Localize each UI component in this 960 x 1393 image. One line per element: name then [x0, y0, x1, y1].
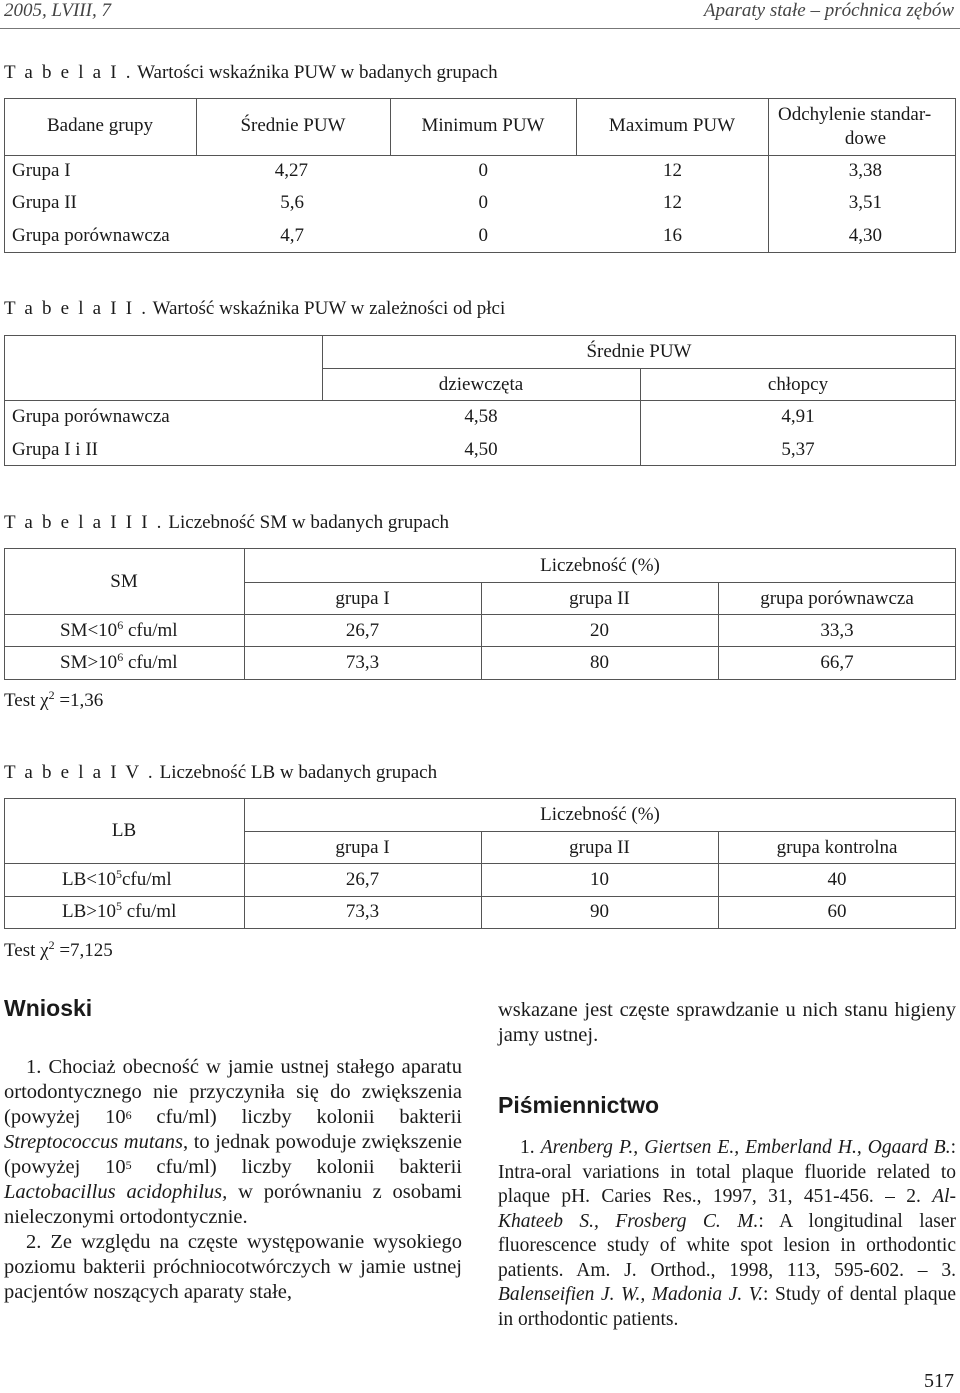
table3-row-header: SM	[110, 571, 138, 592]
conclusions-body	[4, 1055, 462, 1305]
table-cell: $LB<10^5cfu/ml$	[62, 867, 172, 890]
table-cell: 4,30	[848, 225, 882, 246]
reference-authors: Al-Khateeb S., Frosberg C. M.	[498, 1186, 957, 1232]
table3-caption: T a b e l a I I I . Liczebność SM w badanych grupach	[4, 512, 450, 533]
references-list: 1. Arenberg P., Giertsen E., Emberland H., Ogaard B.: Intra-oral variations in total plaque fluoride related to plaque pH. Caries Res., 1997, 31, 451-456. – 2. Al-Khateeb S., Frosberg C. M.: A longitudinal laser fluorescence study of white spot lesion in orthodontic patients. Am. J. Orthod., 1998, 113, 595-602. – 3. Balenseifien J. W., Madonia J. V.: Study of dental plaque in orthodontic patients.	[498, 1137, 957, 1330]
table-cell: 60	[827, 901, 847, 922]
table1-caption: T a b e l a I . Wartości wskaźnika PUW w badanych grupach	[4, 62, 498, 83]
table-cell: 20	[590, 620, 609, 641]
table-cell: 90	[590, 901, 609, 922]
table-cell: 10	[590, 869, 609, 890]
references-heading: Piśmiennictwo	[498, 1092, 660, 1118]
table1-top-rule	[4, 98, 956, 99]
table-cell: 3,38	[848, 160, 882, 181]
table3-header-cell: grupa II	[569, 588, 630, 609]
table2-caption: T a b e l a I I . Wartość wskaźnika PUW w zależności od płci	[4, 298, 506, 319]
table4-test-note: Test $\chi^2 =7,125$	[4, 938, 113, 961]
header-rule	[0, 28, 960, 29]
conclusions-heading: Wnioski	[4, 995, 93, 1021]
table-cell: Grupa II	[12, 192, 77, 213]
table-cell: 4,50	[464, 439, 498, 460]
table-cell: $LB>10^5$ cfu/ml	[62, 899, 177, 922]
table-cell: 66,7	[820, 652, 854, 673]
table-cell: 5,37	[781, 439, 815, 460]
table2-header-cell: dziewczęta	[438, 374, 524, 395]
page-number: 517	[924, 1370, 954, 1392]
running-header-left: 2005, LVIII, 7	[4, 0, 111, 21]
table1-header-cell: dowe	[844, 128, 886, 149]
table4-header-cell: grupa I	[335, 837, 390, 858]
table1-header-cell: Minimum PUW	[421, 115, 545, 136]
table1-header-cell: Maximum PUW	[608, 115, 736, 136]
table-cell: 12	[663, 160, 682, 181]
table-cell: 4,7	[280, 225, 304, 246]
table-cell: Grupa I i II	[12, 439, 98, 460]
table-cell: 0	[478, 192, 488, 213]
table3-group-header: Liczebność (%)	[540, 555, 660, 576]
table-cell: 26,7	[345, 869, 380, 890]
table-cell: 4,27	[274, 160, 308, 181]
table-cell: 0	[478, 160, 488, 181]
conclusion-2-continued: wskazane jest częste sprawdzanie u nich stanu higieny jamy ustnej.	[498, 999, 956, 1046]
conclusion-2: 2. Ze względu na częste występowanie wysokiego poziomu bakterii próchniocotwórczych w jamie ustnej pacjentów noszących aparaty stałe,	[4, 1231, 462, 1303]
reference-authors: Arenberg P., Giertsen E., Emberland H., Ogaard B.	[540, 1137, 951, 1158]
table2-header-cell: chłopcy	[767, 374, 829, 395]
table1-header-cell: Badane grupy	[46, 115, 154, 136]
table-cell: 80	[590, 652, 609, 673]
table1-header-rule	[4, 155, 956, 156]
conclusion-1: 1. Chociaż obecność w jamie ustnej stałego aparatu ortodontycznego nie przyczyniła się do zwiększenia (powyżej $10^6$ cfu/ml) liczby kolonii bakterii Streptococcus mutans, to jednak powoduje zwiększenie (powyżej $10^5$ cfu/ml) liczby kolonii bakterii Lactobacillus acidophilus, w porównaniu z osobami nieleczonymi ortodontycznie.	[4, 1056, 462, 1228]
table1-header-cell: Średnie PUW	[240, 115, 346, 136]
table-cell: 12	[663, 192, 682, 213]
table-cell: 40	[827, 869, 847, 890]
table-cell: 16	[663, 225, 682, 246]
table-cell: 4,58	[464, 406, 498, 427]
table4-header-cell: grupa II	[569, 837, 630, 858]
table4-row-header: LB	[111, 820, 137, 841]
table-cell: 5,6	[280, 192, 304, 213]
table-cell: 4,91	[781, 406, 815, 427]
table-cell: 33,3	[820, 620, 854, 641]
table-cell: 0	[478, 225, 488, 246]
table-cell: 73,3	[345, 901, 380, 922]
table-cell: Grupa I	[12, 160, 71, 181]
table3-header-cell: grupa porównawcza	[760, 588, 914, 609]
table4-header-cell: grupa kontrolna	[776, 837, 898, 858]
table-cell: $SM>10^6$ cfu/ml	[60, 650, 178, 673]
table3-header-cell: grupa I	[335, 588, 390, 609]
table4-caption: T a b e l a I V . Liczebność LB w badanych grupach	[4, 762, 438, 783]
table1-bottom-rule	[4, 252, 956, 253]
running-header-right: Aparaty stałe – próchnica zębów	[703, 0, 954, 21]
table1-header-cell: Odchylenie standar-	[778, 104, 932, 125]
table-cell: 73,3	[345, 652, 380, 673]
table2-group-header: Średnie PUW	[586, 341, 692, 362]
table-cell: 26,7	[345, 620, 380, 641]
table-cell: Grupa porównawcza	[12, 406, 170, 427]
table4-group-header: Liczebność (%)	[540, 804, 660, 825]
table-cell: $SM<10^6$ cfu/ml	[60, 618, 178, 641]
table3-test-note: Test $\chi^2 =1,36$	[4, 688, 104, 711]
table-cell: Grupa porównawcza	[12, 225, 170, 246]
table-cell: 3,51	[848, 192, 882, 213]
reference-authors: Balenseifien J. W., Madonia J. V.	[498, 1284, 764, 1305]
